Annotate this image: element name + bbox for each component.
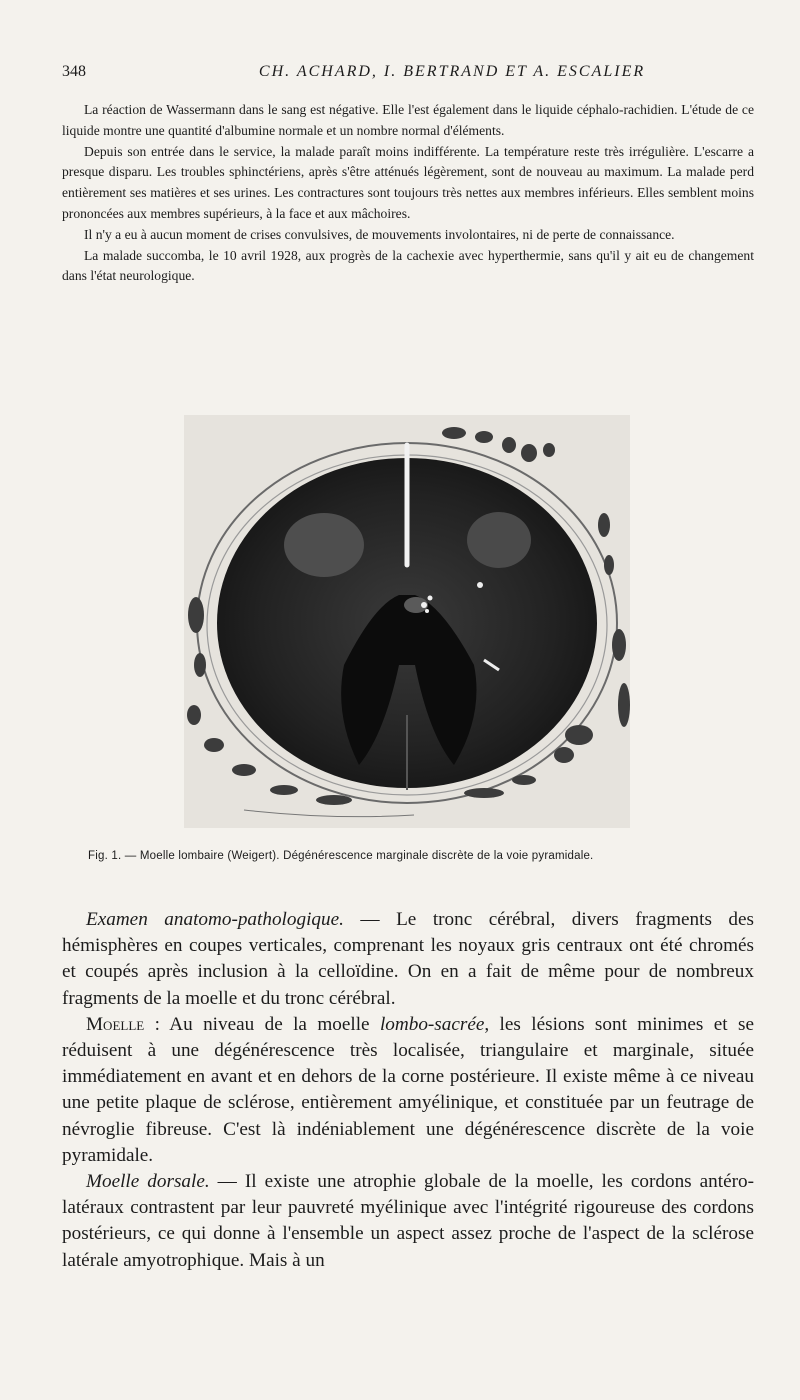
paragraph-clinical-course: Depuis son entrée dans le service, la malade paraît moins indifférente. La température reste très irrégulière. L'escarre a presque disparu. Les troubles sphinctériens, après s'être atténués légèrement, sont de nouveau au maximum. La malade perd entièrement ses matières et ses urines. Les contractures sont toujours très nettes aux membres inférieurs. Elles semblent moins prononcées aux membres supérieurs, à la face et aux mâchoires. — [62, 143, 754, 221]
running-title: CH. ACHARD, I. BERTRAND ET A. ESCALIER — [258, 63, 646, 80]
exam-text: — Le tronc cérébral, divers fragments des hémisphères en coupes verticales, comprenant les noyaux gris centraux ont été chromés et coupés après inclusion à la celloïdine. On en a fait de même pour de nombreux fragments de la moelle et du tronc cérébral. — [62, 909, 754, 1009]
paragraph-exam — [62, 907, 754, 1012]
paragraph-wassermann: La réaction de Wassermann dans le sang est négative. Elle l'est également dans le liquide céphalo-rachidien. L'étude de ce liquide montre une quantité d'albumine normale et un nombre normal d'éléments. — [62, 102, 754, 138]
dorsal-text: — Il existe une atrophie globale de la moelle, les cordons antéro-latéraux contrastent par leur pauvreté myélinique avec l'intégrité rigoureuse des cordons postérieurs, ce qui donne à l'ensemble un aspect assez proche de l'aspect de la sclérose latérale amyotrophique. Mais à un — [62, 1171, 754, 1271]
lumbosacral-term: lombo-sacrée — [379, 1013, 485, 1035]
paragraph-no-seizures: Il n'y a eu à aucun moment de crises convulsives, de mouvements involontaires, ni de perte de connaissance. — [84, 226, 675, 242]
lumbosacral-text-b: , les lésions sont minimes et se réduisent à une dégénérescence très localisée, triangulaire et marginale, située immédiatement en avant et en dehors de la corne postérieure. Il existe même à ce niveau une petite plaque de sclérose, entièrement amyélinique, et constituée par un feutrage de névroglie fibreuse. C'est là indéniablement une dégénérescence discrète de la voie pyramidale. — [62, 1013, 754, 1166]
exam-heading: Examen anatomo-pathologique. — [86, 909, 344, 930]
paragraph-death: La malade succomba, le 10 avril 1928, aux progrès de la cachexie avec hyperthermie, sans qu'il y ait eu de changement dans l'état neurologique. — [62, 247, 754, 284]
dorsal-heading: Moelle dorsale. — [86, 1171, 210, 1193]
case-history-text — [62, 100, 754, 287]
pathology-text — [62, 907, 754, 1274]
paragraph-dorsal — [62, 1169, 754, 1274]
page-number: 348 — [62, 63, 86, 80]
lumbosacral-text-a: : Au niveau de la moelle — [144, 1013, 380, 1035]
spinal-cord-micrograph — [184, 415, 630, 828]
figure-caption: Fig. 1. — Moelle lombaire (Weigert). Dégénérescence marginale discrète de la voie pyramidale. — [88, 850, 594, 862]
moelle-label: Moelle — [86, 1013, 145, 1035]
paragraph-lumbosacral — [62, 1012, 754, 1169]
